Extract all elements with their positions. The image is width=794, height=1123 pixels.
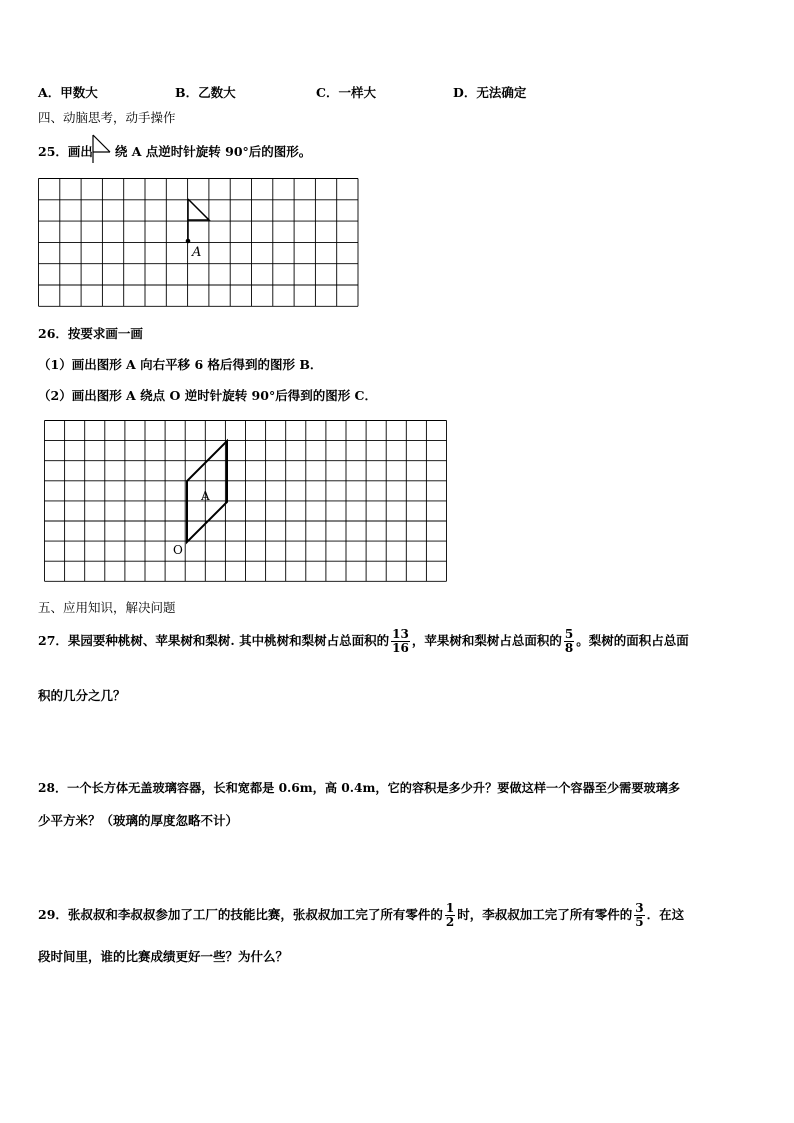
section4-title: 四、动脑思考，动手操作 xyxy=(38,110,176,125)
q26-shape-a-label: A xyxy=(201,489,210,503)
q25-inline-shape xyxy=(90,133,114,165)
q26-grid-lines xyxy=(45,421,447,582)
q25-point-a xyxy=(186,239,191,244)
q25-point-a-label: A xyxy=(192,245,202,260)
section5-title: 五、应用知识，解决问题 xyxy=(38,600,176,615)
q29-text1: 29．张叔叔和李叔叔参加了工厂的技能比赛，张叔叔加工完了所有零件的 xyxy=(38,907,443,922)
q25-text xyxy=(38,142,311,160)
option-d: D．无法确定 xyxy=(453,85,527,100)
q27-frac2-den: 8 xyxy=(564,641,574,655)
q26-sub2: （2）画出图形 A 绕点 O 逆时针旋转 90°后得到的图形 C． xyxy=(38,388,377,403)
option-b: B．乙数大 xyxy=(175,85,236,100)
q29-text3: ．在这 xyxy=(646,907,685,922)
q27-fraction-2 xyxy=(564,628,574,655)
q27-text1: 27．果园要种桃树、苹果树和梨树. 其中桃树和梨树占总面积的 xyxy=(38,633,390,648)
q26-sub1: （1）画出图形 A 向右平移 6 格后得到的图形 B． xyxy=(38,357,323,372)
q25-prefix: 25．画出 xyxy=(38,144,93,159)
q27-frac1-den: 16 xyxy=(392,641,409,655)
q25-suffix: 绕 A 点逆时针旋转 90°后的图形。 xyxy=(114,144,312,159)
q25-grid-lines xyxy=(39,179,359,307)
q28-line2: 少平方米？（玻璃的厚度忽略不计） xyxy=(38,813,239,828)
q29-fraction-2 xyxy=(634,902,644,929)
q29-frac2-num: 3 xyxy=(635,901,644,915)
q26-title: 26．按要求画一画 xyxy=(38,326,143,341)
q27-line1 xyxy=(38,628,689,655)
q29-fraction-1 xyxy=(445,902,455,929)
q27-text2: ，苹果树和梨树占总面积的 xyxy=(411,633,562,648)
q25-grid xyxy=(38,178,360,306)
q29-frac1-num: 1 xyxy=(445,901,455,915)
q27-line2: 积的几分之几？ xyxy=(38,688,126,703)
option-c: C．一样大 xyxy=(316,85,376,100)
q27-text3: 。梨树的面积占总面 xyxy=(576,633,689,648)
q29-line2: 段时间里，谁的比赛成绩更好一些？为什么？ xyxy=(38,949,289,964)
q29-frac1-den: 2 xyxy=(445,915,455,929)
q25-shape-diagonal xyxy=(188,199,209,220)
q28-line1: 28．一个长方体无盖玻璃容器，长和宽都是 0.6m，高 0.4m，它的容积是多少升？要做这样一个容器至少需要玻璃多 xyxy=(38,781,681,795)
option-a: A．甲数大 xyxy=(38,85,98,100)
q26-point-o-label: O xyxy=(173,543,183,557)
q27-fraction-1 xyxy=(391,628,410,655)
q27-frac1-num: 13 xyxy=(392,627,409,641)
q29-line1 xyxy=(38,902,684,929)
q29-text2: 时，李叔叔加工完了所有零件的 xyxy=(457,907,633,922)
q29-frac2-den: 5 xyxy=(635,915,644,929)
q27-frac2-num: 5 xyxy=(564,627,574,641)
q26-grid xyxy=(44,420,446,586)
